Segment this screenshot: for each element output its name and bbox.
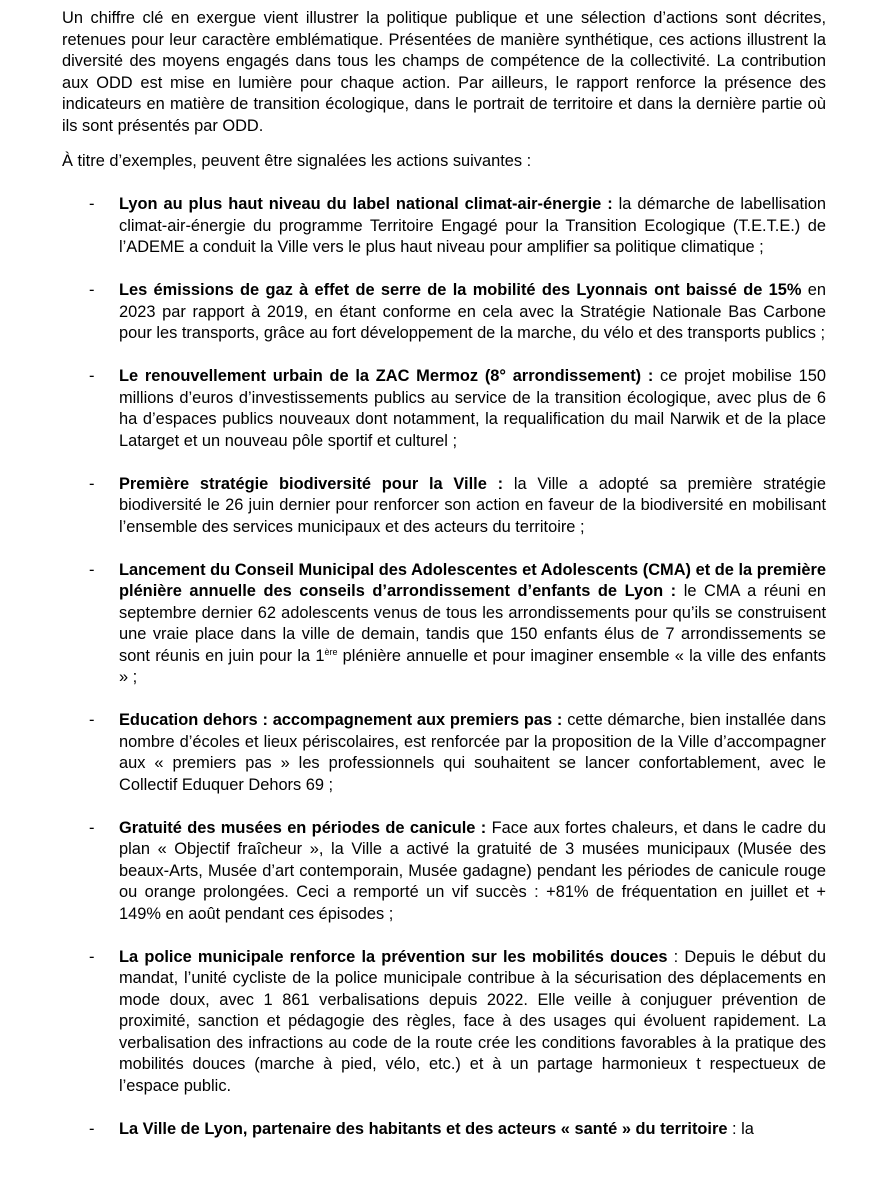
action-text: ce projet mobilise 150 millions d’euros d’investissements publics au service de la transition écologique, avec plus de 6 ha d’espaces publics nouveaux dont notamment, la requalification du mail Narwik et de la place Latarget et un nouveau pôle sportif et culturel ; [119, 367, 826, 450]
action-item-label-climat [0, 194, 889, 259]
action-text: : Depuis le début du mandat, l’unité cycliste de la police municipale contribue à la sécurisation des déplacements en mode doux, avec 1 861 verbalisations depuis 2022. Elle veille à conjuguer prévention de proximité, sanction et pédagogie des règles, face à des usages qui évoluent rapidement. La verbalisation des infractions au code de la route crée les conditions favorables à la pratique des mobilités douces (marche à pied, vélo, etc.) et à un partage harmonieux t respectueux de l’espace public. [119, 947, 826, 1095]
bullet-dash: - [89, 818, 95, 837]
action-text: : la [727, 1119, 754, 1138]
action-item-police-mobilites [0, 947, 889, 1098]
ordinal-superscript: ère [324, 646, 338, 657]
action-item-sante-partenaires [0, 1119, 889, 1141]
action-text-continued: plénière annuelle et pour imaginer ensemble « la ville des enfants » ; [119, 646, 826, 686]
action-title: Lyon au plus haut niveau du label national climat-air-énergie : [119, 195, 613, 213]
bullet-dash: - [89, 947, 95, 966]
bullet-dash: - [89, 1119, 95, 1138]
action-item-emissions-mobilite [0, 280, 889, 345]
action-item-education-dehors [0, 710, 889, 796]
action-title: La police municipale renforce la prévention sur les mobilités douces [119, 947, 668, 966]
action-title: Education dehors : accompagnement aux premiers pas : [119, 711, 563, 729]
action-list [0, 194, 889, 1162]
action-item-strategie-biodiversite [0, 474, 889, 539]
action-item-conseil-adolescents [0, 560, 889, 689]
action-title: La Ville de Lyon, partenaire des habitants et des acteurs « santé » du territoire [119, 1119, 728, 1138]
action-text: cette démarche, bien installée dans nombre d’écoles et lieux périscolaires, est renforcée par la proposition de la Ville d’accompagner aux « premiers pas » les professionnels qui souhaitent se lancer confortablement, avec le Collectif Eduquer Dehors 69 ; [119, 711, 826, 794]
action-title: Le renouvellement urbain de la ZAC Mermoz (8° arrondissement) : [119, 367, 654, 385]
action-title: Les émissions de gaz à effet de serre de la mobilité des Lyonnais ont baissé de 15% [119, 281, 802, 299]
bullet-dash: - [89, 195, 95, 213]
action-title: Lancement du Conseil Municipal des Adolescentes et Adolescents (CMA) et de la première plénière annuelle des conseils d’arrondissement d’enfants de Lyon : [119, 560, 826, 600]
bullet-dash: - [89, 474, 95, 493]
intro-paragraph: Un chiffre clé en exergue vient illustrer la politique publique et une sélection d’actions sont décrites, retenues pour leur caractère emblématique. Présentées de manière synthétique, ces actions illustrent la diversité des moyens engagés dans tous les champs de compétence de la collectivité. La contribution aux ODD est mise en lumière pour chaque action. Par ailleurs, le rapport renforce la présence des indicateurs en matière de transition écologique, dans le portrait de territoire et dans la dernière partie où ils sont présentés par ODD. [62, 9, 826, 135]
action-title: Gratuité des musées en périodes de canicule : [119, 818, 487, 837]
action-text: la Ville a adopté sa première stratégie biodiversité le 26 juin dernier pour renforcer son action en faveur de la biodiversité en mobilisant l’ensemble des services municipaux et des acteurs du territoire ; [119, 474, 826, 536]
bullet-dash: - [89, 367, 95, 385]
bullet-dash: - [89, 560, 95, 579]
action-text: en 2023 par rapport à 2019, en étant conforme en cela avec la Stratégie Nationale Bas Carbone pour les transports, grâce au fort développement de la marche, du vélo et des transports publics ; [119, 281, 826, 342]
action-text: le CMA a réuni en septembre dernier 62 adolescents venus de tous les arrondissements pour qu’ils se construisent une vraie place dans la ville de demain, tandis que 150 enfants élus de 7 arrondissements se sont réunis en juin pour la 1 [119, 582, 827, 665]
action-item-musees-canicule [0, 818, 889, 926]
action-title: Première stratégie biodiversité pour la Ville : [119, 474, 504, 493]
bullet-dash: - [89, 711, 95, 729]
action-text: Face aux fortes chaleurs, et dans le cadre du plan « Objectif fraîcheur », la Ville a activé la gratuité de 3 musées municipaux (Musée des beaux-Arts, Musée d’art contemporain, Musée gadagne) pendant les périodes de canicule rouge ou orange prolongées. Ceci a remporté un vif succès : +81% de fréquentation en juillet et + 149% en août pendant ces épisodes ; [119, 818, 826, 923]
bullet-dash: - [89, 281, 95, 299]
action-text: la démarche de labellisation climat-air-énergie du programme Territoire Engagé pour la Transition Ecologique (T.E.T.E.) de l’ADEME a conduit la Ville vers le plus haut niveau pour amplifier sa politique climatique ; [119, 195, 826, 256]
action-item-zac-mermoz [0, 366, 889, 452]
lead-sentence: À titre d’exemples, peuvent être signalées les actions suivantes : [62, 152, 532, 170]
